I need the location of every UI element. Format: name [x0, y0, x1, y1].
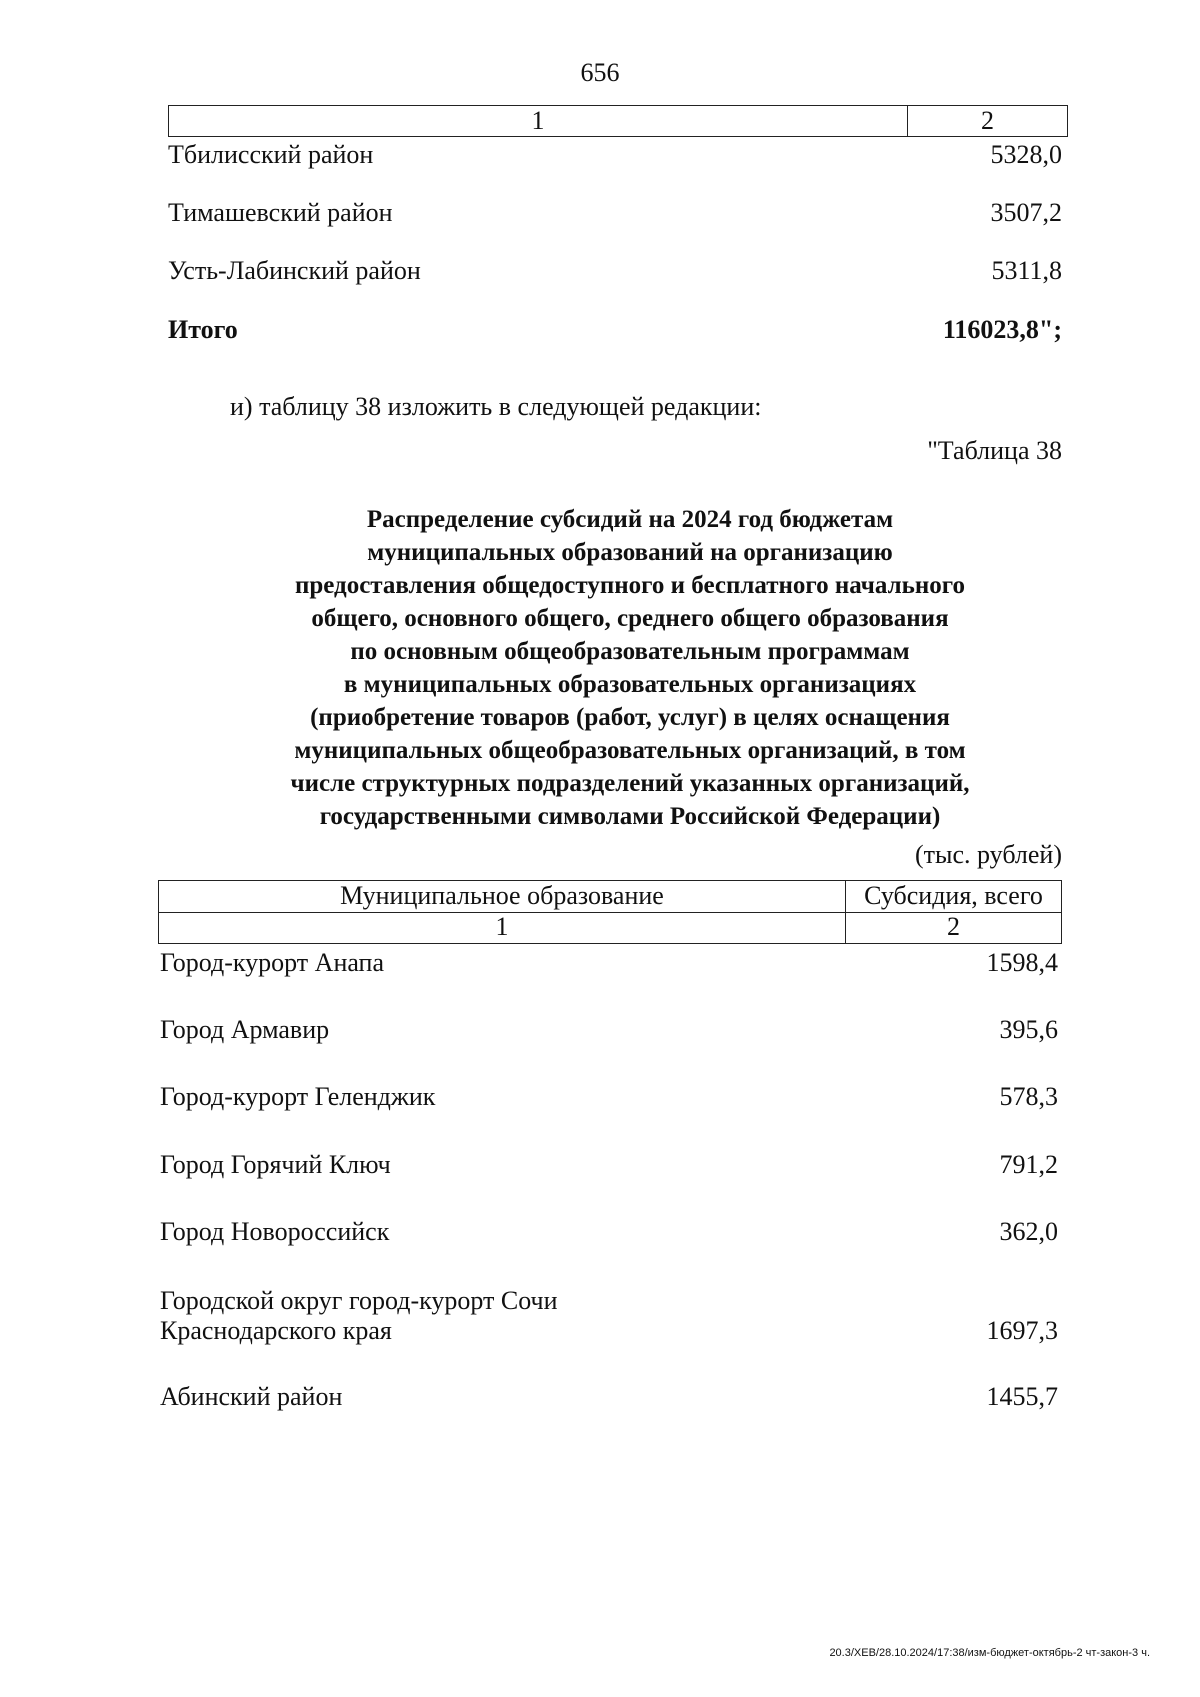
table38-number-row — [158, 912, 1062, 944]
title-line: общего, основного общего, среднего общего образования — [311, 605, 949, 632]
number-col2: 2 — [947, 912, 960, 941]
row-name: Тимашевский район — [168, 198, 393, 227]
table-row — [168, 254, 1062, 288]
row-name: Абинский район — [160, 1382, 343, 1411]
row-name: Город Новороссийск — [160, 1217, 390, 1246]
table-row — [160, 1148, 1058, 1182]
units-label: (тыс. рублей) — [914, 840, 1062, 869]
row-value: 791,2 — [999, 1150, 1058, 1179]
document-footer: 20.3/ХЕВ/28.10.2024/17:38/изм-бюджет-октябрь-2 чт-закон-3 ч. — [829, 1647, 1150, 1659]
row-name: Город Армавир — [160, 1015, 330, 1044]
row-name: Усть-Лабинский район — [168, 256, 421, 285]
table-row — [160, 1284, 1058, 1318]
header-municipality: Муниципальное образование — [159, 881, 846, 912]
instruction-text: и) таблицу 38 изложить в следующей редакции: — [230, 392, 762, 421]
row-name: Город-курорт Геленджик — [160, 1082, 436, 1111]
top-table-header — [168, 105, 1068, 137]
row-name-line2: Краснодарского края — [160, 1316, 392, 1345]
row-value: 578,3 — [999, 1082, 1058, 1111]
row-name: Тбилисский район — [168, 140, 374, 169]
top-header-col2: 2 — [981, 106, 994, 135]
title-line: (приобретение товаров (работ, услуг) в целях оснащения — [310, 704, 950, 731]
row-name: Город Горячий Ключ — [160, 1150, 391, 1179]
table-row — [160, 1380, 1058, 1414]
total-label: Итого — [168, 315, 238, 344]
row-value: 395,6 — [999, 1015, 1058, 1044]
row-value: 1455,7 — [986, 1382, 1058, 1411]
table-row — [160, 1013, 1058, 1047]
row-value: 1697,3 — [986, 1316, 1058, 1345]
title-line: числе структурных подразделений указанных организаций, — [290, 770, 970, 797]
table-row — [168, 196, 1062, 230]
table-row — [160, 1314, 1058, 1348]
title-line: предоставления общедоступного и бесплатного начального — [294, 572, 965, 599]
title-line: Распределение субсидий на 2024 год бюджетам — [366, 506, 894, 533]
table-row — [160, 946, 1058, 980]
title-line: муниципальных общеобразовательных организаций, в том — [294, 737, 966, 764]
header-subsidy-total: Субсидия, всего — [864, 881, 1043, 910]
table-row — [168, 138, 1062, 172]
table-title — [230, 503, 1030, 833]
table-row — [160, 1215, 1058, 1249]
number-col1: 1 — [159, 912, 846, 943]
row-value: 5328,0 — [990, 140, 1062, 169]
page-number: 656 — [580, 58, 620, 87]
title-line: в муниципальных образовательных организациях — [343, 671, 917, 698]
total-value: 116023,8"; — [942, 315, 1062, 344]
title-line: государственными символами Российской Федерации) — [319, 803, 941, 830]
table38-header — [158, 880, 1062, 913]
row-value: 3507,2 — [990, 198, 1062, 227]
title-line: муниципальных образований на организацию — [367, 539, 893, 566]
total-row — [168, 313, 1062, 347]
title-line: по основным общеобразовательным программам — [350, 638, 910, 665]
row-name: Город-курорт Анапа — [160, 948, 385, 977]
row-name-line1: Городской округ город-курорт Сочи — [160, 1286, 558, 1315]
top-header-col1: 1 — [169, 106, 908, 136]
row-value: 5311,8 — [991, 256, 1062, 285]
row-value: 362,0 — [999, 1217, 1058, 1246]
table-label: "Таблица 38 — [927, 436, 1062, 465]
table-row — [160, 1080, 1058, 1114]
row-value: 1598,4 — [986, 948, 1058, 977]
